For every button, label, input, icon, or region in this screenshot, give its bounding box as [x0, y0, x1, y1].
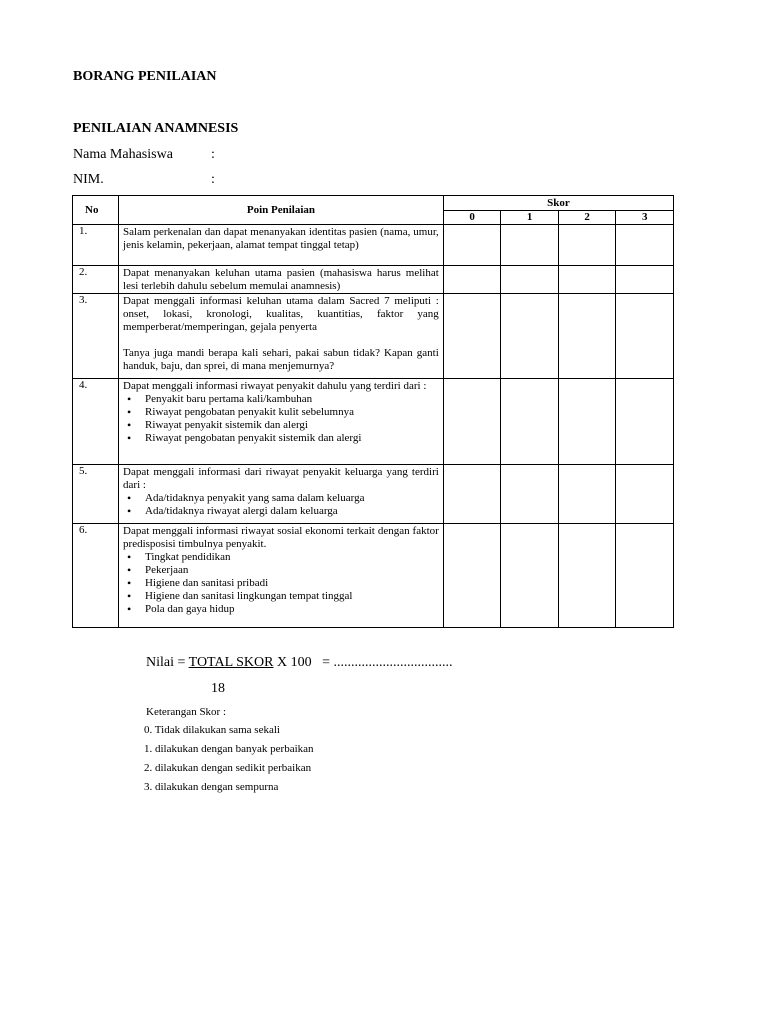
keterangan-item: 2. dilakukan dengan sedikit perbaikan — [144, 762, 312, 774]
score-cell-0[interactable] — [443, 524, 501, 628]
score-cell-1[interactable] — [501, 379, 559, 465]
score-cell-2[interactable] — [558, 266, 616, 294]
row-text: Salam perkenalan dan dapat menanyakan identitas pasien (nama, umur, jenis kelamin, pekerjaan, alamat tempat tinggal tetap) — [123, 226, 439, 251]
keterangan-item: 3. dilakukan dengan sempurna — [144, 781, 279, 793]
list-item: • Ada/tidaknya penyakit yang sama dalam keluarga — [123, 492, 439, 505]
list-item: • Riwayat pengobatan penyakit sistemik dan alergi — [123, 432, 439, 445]
nim-label: NIM. — [73, 172, 104, 187]
list-item: • Riwayat pengobatan penyakit kulit sebelumnya — [123, 406, 439, 419]
row-number: 6. — [73, 524, 119, 628]
score-cell-3[interactable] — [616, 266, 674, 294]
table-row — [73, 379, 674, 465]
table-row — [73, 465, 674, 524]
header-skor: Skor — [443, 196, 673, 211]
formula-suffix: X 100 = .................................. — [273, 655, 453, 670]
row-text: Dapat menanyakan keluhan utama pasien (mahasiswa harus melihat lesi terlebih dahulu sebelum memulai anamnesis) — [123, 267, 439, 292]
score-cell-0[interactable] — [443, 465, 501, 524]
header-no: No — [73, 196, 119, 225]
nama-mahasiswa-label: Nama Mahasiswa — [73, 147, 173, 162]
header-poin-penilaian: Poin Penilaian — [119, 196, 444, 225]
header-score-1: 1 — [501, 211, 559, 225]
score-cell-2[interactable] — [558, 465, 616, 524]
score-cell-1[interactable] — [501, 225, 559, 266]
score-cell-3[interactable] — [616, 465, 674, 524]
score-cell-1[interactable] — [501, 524, 559, 628]
list-item: • Riwayat penyakit sistemik dan alergi — [123, 419, 439, 432]
row-number: 2. — [73, 266, 119, 294]
table-row — [73, 266, 674, 294]
keterangan-title: Keterangan Skor : — [146, 706, 227, 718]
row-description — [119, 524, 444, 628]
score-cell-3[interactable] — [616, 524, 674, 628]
list-item: • Pekerjaan — [123, 564, 439, 577]
table-row — [73, 225, 674, 266]
nama-mahasiswa-colon: : — [211, 147, 215, 162]
list-item: • Penyakit baru pertama kali/kambuhan — [123, 393, 439, 406]
row-number: 5. — [73, 465, 119, 524]
score-cell-1[interactable] — [501, 465, 559, 524]
table-row — [73, 524, 674, 628]
header-score-3: 3 — [616, 211, 674, 225]
bullet-list — [123, 393, 439, 445]
header-score-2: 2 — [558, 211, 616, 225]
row-description — [119, 225, 444, 266]
row-text: Dapat menggali informasi riwayat sosial ekonomi terkait dengan faktor predisposisi timbulnya penyakit. — [123, 525, 439, 550]
score-cell-0[interactable] — [443, 294, 501, 379]
scoring-table — [72, 195, 674, 628]
row-description — [119, 294, 444, 379]
list-item: • Ada/tidaknya riwayat alergi dalam keluarga — [123, 505, 439, 518]
score-cell-0[interactable] — [443, 379, 501, 465]
row-description — [119, 465, 444, 524]
header-score-0: 0 — [443, 211, 501, 225]
list-item: • Higiene dan sanitasi pribadi — [123, 577, 439, 590]
score-cell-3[interactable] — [616, 379, 674, 465]
bullet-list — [123, 551, 439, 616]
row-description — [119, 379, 444, 465]
score-cell-3[interactable] — [616, 225, 674, 266]
form-title: BORANG PENILAIAN — [73, 69, 217, 84]
formula-denominator: 18 — [211, 681, 225, 696]
score-cell-3[interactable] — [616, 294, 674, 379]
row-text: Tanya juga mandi berapa kali sehari, pakai sabun tidak? Kapan ganti handuk, baju, dan sprei, di mana menjemurnya? — [123, 347, 439, 372]
list-item: • Pola dan gaya hidup — [123, 603, 439, 616]
list-item: • Tingkat pendidikan — [123, 551, 439, 564]
keterangan-item: 1. dilakukan dengan banyak perbaikan — [144, 743, 314, 755]
score-formula — [146, 655, 452, 671]
score-cell-0[interactable] — [443, 225, 501, 266]
row-number: 4. — [73, 379, 119, 465]
formula-prefix: Nilai = — [146, 655, 189, 670]
score-cell-0[interactable] — [443, 266, 501, 294]
formula-numerator: TOTAL SKOR — [188, 655, 274, 670]
nim-colon: : — [211, 172, 215, 187]
row-number: 3. — [73, 294, 119, 379]
row-description — [119, 266, 444, 294]
score-cell-1[interactable] — [501, 294, 559, 379]
score-cell-2[interactable] — [558, 225, 616, 266]
row-number: 1. — [73, 225, 119, 266]
score-cell-2[interactable] — [558, 379, 616, 465]
row-text: Dapat menggali informasi keluhan utama dalam Sacred 7 meliputi : onset, lokasi, kronologi, kualitas, kuantitias, faktor yang memperberat/memperingan, gejala penyerta — [123, 295, 439, 333]
table-row — [73, 294, 674, 379]
score-cell-2[interactable] — [558, 294, 616, 379]
score-cell-1[interactable] — [501, 266, 559, 294]
list-item: • Higiene dan sanitasi lingkungan tempat tinggal — [123, 590, 439, 603]
keterangan-item: 0. Tidak dilakukan sama sekali — [144, 724, 280, 736]
row-text: Dapat menggali informasi riwayat penyakit dahulu yang terdiri dari : — [123, 380, 427, 392]
score-cell-2[interactable] — [558, 524, 616, 628]
row-text: Dapat menggali informasi dari riwayat penyakit keluarga yang terdiri dari : — [123, 466, 439, 491]
bullet-list — [123, 492, 439, 518]
section-title: PENILAIAN ANAMNESIS — [73, 121, 239, 136]
